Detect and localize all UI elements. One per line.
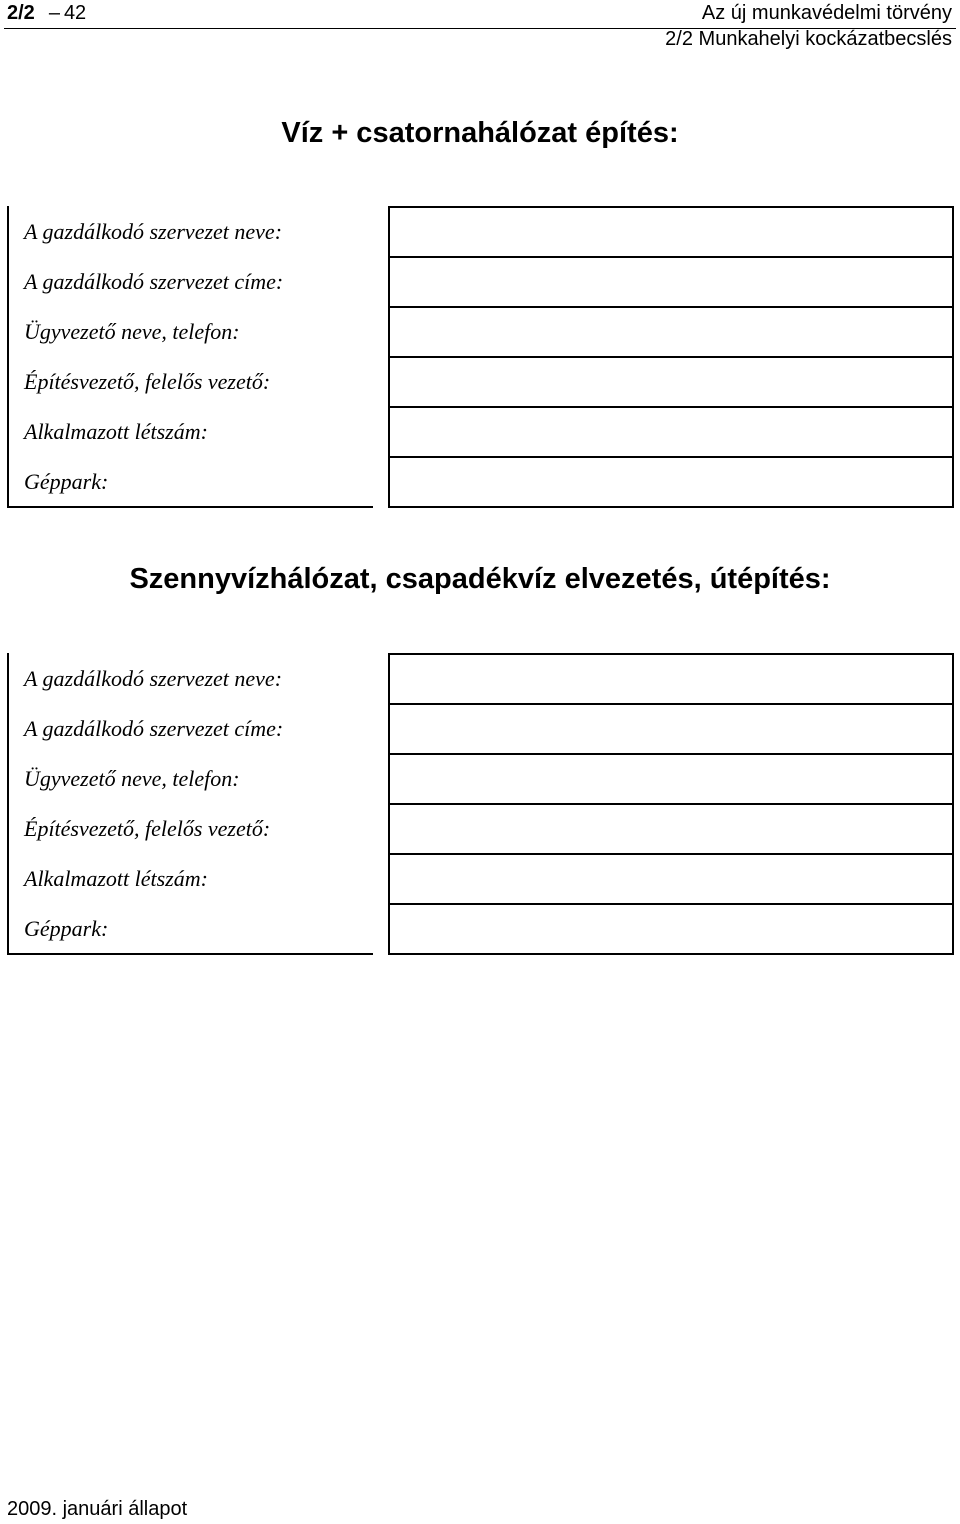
field-label-org-address: A gazdálkodó szervezet címe: xyxy=(8,257,389,307)
form-row xyxy=(8,754,953,804)
field-value-org-address[interactable] xyxy=(389,257,953,307)
form-table-water-sewer xyxy=(8,206,954,508)
chapter-number: 2/2 xyxy=(7,2,35,24)
section-title-wastewater-roads: Szennyvízhálózat, csapadékvíz elvezetés, útépítés: xyxy=(129,563,831,595)
field-label-headcount: Alkalmazott létszám: xyxy=(8,407,389,457)
form-row xyxy=(8,257,953,307)
field-value-manager-phone[interactable] xyxy=(389,307,953,357)
form-row xyxy=(8,457,953,507)
field-value-org-name[interactable] xyxy=(389,654,953,704)
field-value-manager-phone[interactable] xyxy=(389,754,953,804)
field-value-org-address[interactable] xyxy=(389,704,953,754)
table-bottom-border xyxy=(7,953,373,955)
form-row xyxy=(8,854,953,904)
header-dash: – xyxy=(48,2,60,24)
field-label-site-manager: Építésvezető, felelős vezető: xyxy=(8,357,389,407)
field-label-manager-phone: Ügyvezető neve, telefon: xyxy=(8,754,389,804)
form-row xyxy=(8,654,953,704)
form-table-wastewater-roads xyxy=(8,653,954,955)
chapter-title: 2/2 Munkahelyi kockázatbecslés xyxy=(665,28,952,50)
table-bottom-border xyxy=(7,506,373,508)
table-left-border xyxy=(7,653,9,955)
field-label-site-manager: Építésvezető, felelős vezető: xyxy=(8,804,389,854)
form-row xyxy=(8,357,953,407)
field-value-site-manager[interactable] xyxy=(389,804,953,854)
running-header-right xyxy=(665,0,952,52)
field-value-org-name[interactable] xyxy=(389,207,953,257)
form-row xyxy=(8,207,953,257)
table-left-border xyxy=(7,206,9,508)
page-number: 42 xyxy=(63,2,87,24)
field-label-org-name: A gazdálkodó szervezet neve: xyxy=(8,654,389,704)
form-row xyxy=(8,704,953,754)
field-label-manager-phone: Ügyvezető neve, telefon: xyxy=(8,307,389,357)
field-label-org-name: A gazdálkodó szervezet neve: xyxy=(8,207,389,257)
field-value-site-manager[interactable] xyxy=(389,357,953,407)
form-row xyxy=(8,407,953,457)
field-value-headcount[interactable] xyxy=(389,407,953,457)
field-label-machinery: Géppark: xyxy=(8,904,389,954)
form-row xyxy=(8,307,953,357)
footer-date-status: 2009. januári állapot xyxy=(7,1498,188,1520)
field-label-machinery: Géppark: xyxy=(8,457,389,507)
field-value-headcount[interactable] xyxy=(389,854,953,904)
field-label-org-address: A gazdálkodó szervezet címe: xyxy=(8,704,389,754)
header-divider xyxy=(4,28,956,29)
field-value-machinery[interactable] xyxy=(389,904,953,954)
book-title: Az új munkavédelmi törvény xyxy=(701,2,952,24)
form-row xyxy=(8,804,953,854)
running-header-left xyxy=(7,0,86,26)
form-row xyxy=(8,904,953,954)
field-value-machinery[interactable] xyxy=(389,457,953,507)
field-label-headcount: Alkalmazott létszám: xyxy=(8,854,389,904)
section-title-water-sewer: Víz + csatornahálózat építés: xyxy=(281,117,679,149)
